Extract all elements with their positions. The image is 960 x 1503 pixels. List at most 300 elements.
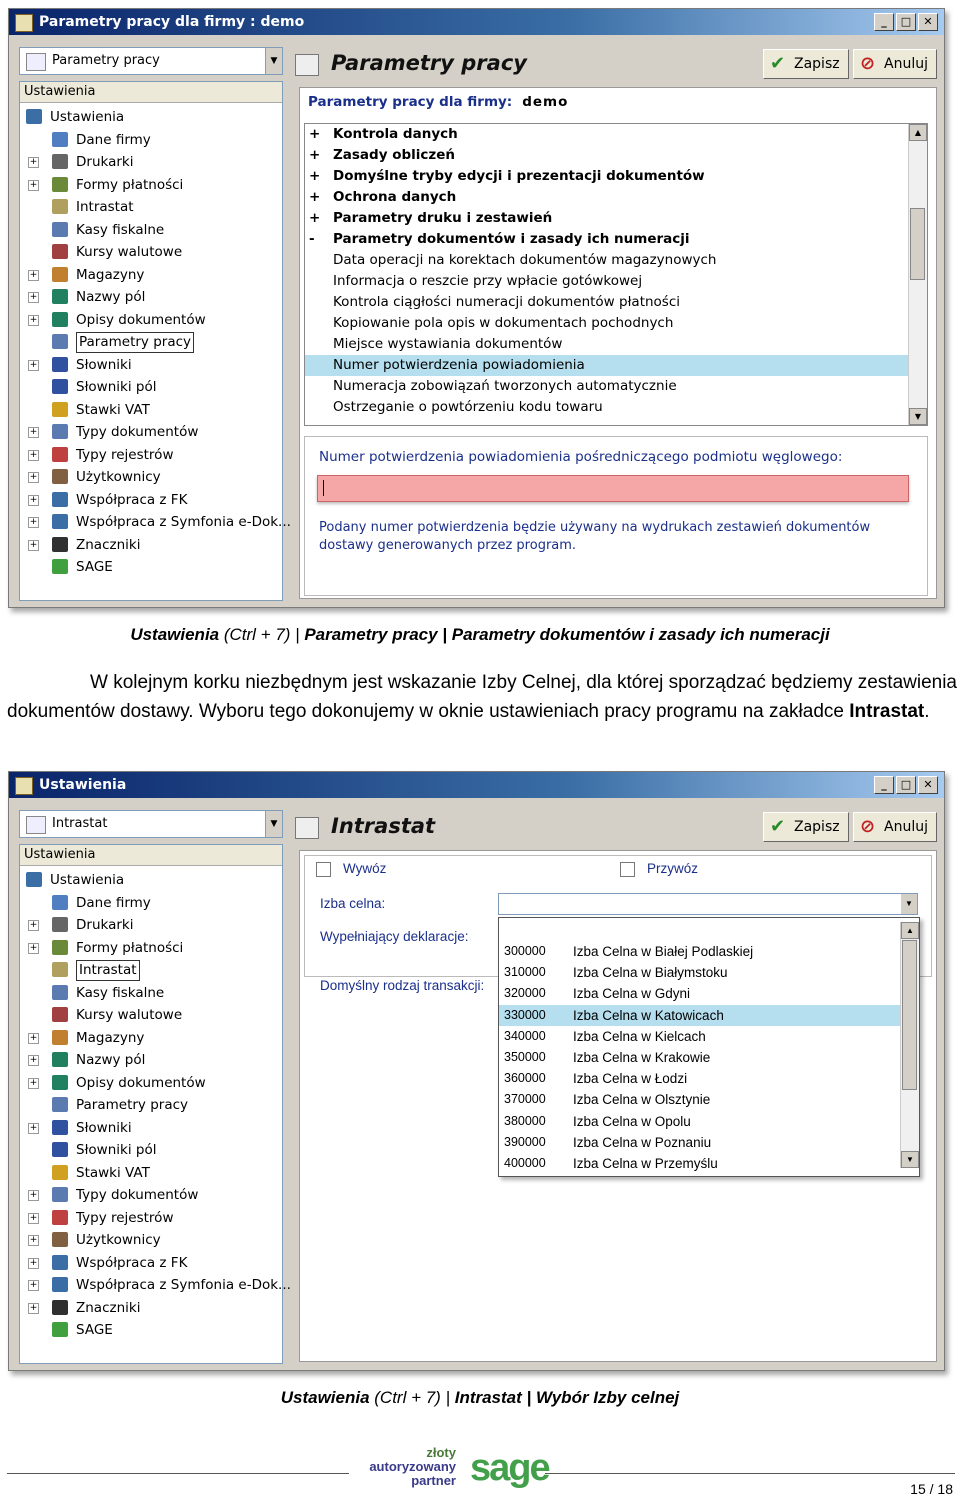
param-expander[interactable]: + xyxy=(309,147,321,163)
tree-item-icon xyxy=(52,1165,68,1180)
logo-line-2: autoryzowany xyxy=(369,1459,456,1474)
param-row[interactable] xyxy=(305,187,927,208)
tree-item-label: Słowniki pól xyxy=(76,1142,157,1158)
caption-2-part-c: Intrastat | Wybór Izby celnej xyxy=(454,1388,680,1407)
intrastat-icon xyxy=(295,817,319,839)
izba-option[interactable] xyxy=(499,1068,919,1089)
tree-item[interactable] xyxy=(20,1117,282,1140)
izba-option[interactable] xyxy=(499,1089,919,1110)
izba-option-name: Izba Celna w Olsztynie xyxy=(573,1092,711,1108)
izba-option-code: 380000 xyxy=(504,1113,546,1128)
izba-option-code: 350000 xyxy=(504,1049,546,1064)
tree-item-icon xyxy=(52,357,68,372)
settings-tree xyxy=(19,81,291,601)
caption-2 xyxy=(0,1388,960,1408)
tree-item[interactable] xyxy=(20,1252,282,1275)
tree-item-icon xyxy=(52,1120,68,1135)
tree-item[interactable] xyxy=(20,1004,282,1027)
izba-option-name: Izba Celna w Kielcach xyxy=(573,1028,706,1044)
tree-item[interactable] xyxy=(20,1229,282,1252)
tree-item-label: Typy rejestrów xyxy=(76,1209,174,1226)
izba-option-name: Izba Celna w Łodzi xyxy=(573,1071,688,1087)
firm-label-text: Parametry pracy dla firmy: xyxy=(308,94,513,110)
tree-item-icon xyxy=(52,289,68,304)
panel-title: Parametry pracy xyxy=(331,51,527,75)
settings-tree xyxy=(19,844,291,1364)
tree-item-label: Kasy fiskalne xyxy=(76,221,165,238)
tree-item-icon xyxy=(52,1075,68,1090)
expand-icon[interactable]: + xyxy=(29,359,38,370)
paragraph-text: W kolejnym korku niezbędnym jest wskazanie Izby Celnej, dla której sporządzać będziemy zestawienia dokumentów dostawy. Wyboru tego dokonujemy w oknie ustawieniach pracy programu na zakładce xyxy=(7,672,957,722)
param-detail xyxy=(304,436,928,596)
param-expander[interactable]: + xyxy=(309,210,321,226)
tree-item-label: Ustawienia xyxy=(50,109,125,125)
scroll-thumb[interactable] xyxy=(910,208,925,280)
detail-help-text: Podany numer potwierdzenia będzie używany na wydrukach zestawień dokumentów dostawy generowanych przez program. xyxy=(319,520,871,553)
expand-icon[interactable]: + xyxy=(29,1055,38,1065)
izba-option-name: Izba Celna w Białymstoku xyxy=(573,965,728,981)
firm-name: demo xyxy=(522,94,569,110)
expand-icon[interactable]: + xyxy=(29,539,38,550)
param-row[interactable] xyxy=(305,145,927,166)
param-expander[interactable]: + xyxy=(309,189,321,205)
tree-item[interactable] xyxy=(20,286,282,309)
logo-line-3: partner xyxy=(411,1473,456,1488)
caption-2-part-b: (Ctrl + 7) | xyxy=(369,1388,455,1407)
expand-icon[interactable]: + xyxy=(29,1212,38,1223)
tree-item-icon xyxy=(52,1232,68,1247)
tree-header: Ustawienia xyxy=(20,82,282,103)
param-label: Kontrola danych xyxy=(333,126,458,142)
tree-item-label: Parametry pracy xyxy=(76,1097,189,1113)
param-label: Numer potwierdzenia powiadomienia xyxy=(333,357,585,373)
tree-item[interactable] xyxy=(20,1139,282,1162)
cancel-icon: ⊘ xyxy=(860,816,876,837)
tree-item-icon xyxy=(52,962,68,977)
tree-item[interactable] xyxy=(20,1184,282,1207)
save-label: Zapisz xyxy=(794,56,840,72)
expand-icon[interactable]: + xyxy=(29,1122,38,1133)
tree-item[interactable] xyxy=(20,1049,282,1072)
minimize-button[interactable]: _ xyxy=(874,13,894,31)
tree-item[interactable] xyxy=(20,466,282,489)
cancel-button[interactable] xyxy=(853,49,937,79)
izba-select[interactable] xyxy=(498,893,918,915)
izba-option-code: 300000 xyxy=(504,944,546,958)
expand-icon[interactable]: + xyxy=(29,517,38,527)
scroll-thumb[interactable] xyxy=(902,940,917,1090)
param-row[interactable] xyxy=(305,292,927,313)
param-expander[interactable]: + xyxy=(309,168,321,184)
tree-item[interactable] xyxy=(20,399,282,422)
tree-item-label: Współpraca z Symfonia e-Dok... xyxy=(76,514,291,530)
tree-item-icon xyxy=(52,917,68,932)
tree-item-label: Dane firmy xyxy=(76,131,151,148)
tree-item[interactable] xyxy=(20,914,282,937)
cancel-label: Anuluj xyxy=(884,819,928,835)
izba-label: Izba celna: xyxy=(320,896,386,911)
param-label: Miejsce wystawiania dokumentów xyxy=(333,336,563,352)
param-expander[interactable]: - xyxy=(309,231,315,247)
tree-item-icon xyxy=(52,154,68,169)
tree-item-label: Nazwy pól xyxy=(76,289,146,305)
expand-icon[interactable]: + xyxy=(29,472,38,482)
param-label: Ostrzeganie o powtórzeniu kodu towaru xyxy=(333,399,603,415)
section-combo[interactable] xyxy=(19,47,283,75)
detail-label: Numer potwierdzenia powiadomienia pośredniczącego podmiotu węglowego: xyxy=(319,449,843,465)
tree-item-icon xyxy=(52,424,68,439)
izba-option-name: Izba Celna w Opolu xyxy=(573,1113,691,1129)
export-checkbox[interactable] xyxy=(316,862,331,877)
tree-item[interactable] xyxy=(20,937,282,960)
expand-icon[interactable]: + xyxy=(29,494,38,505)
izba-option-code: 360000 xyxy=(504,1071,546,1086)
scroll-up-icon[interactable]: ▲ xyxy=(909,124,927,141)
tree-item-icon xyxy=(52,222,68,237)
tree-item-label: Dane firmy xyxy=(76,894,151,911)
tree-item-label: Znaczniki xyxy=(76,536,141,553)
checkmark-icon: ✔ xyxy=(770,53,786,74)
cancel-label: Anuluj xyxy=(884,56,928,72)
params-content xyxy=(299,87,937,599)
cancel-icon: ⊘ xyxy=(860,53,876,74)
intrastat-icon xyxy=(26,816,46,834)
tree-item-label: Kursy walutowe xyxy=(76,1007,183,1023)
tree-item-icon xyxy=(26,109,42,124)
tree-item-icon xyxy=(52,379,68,394)
tree-item-label: Opisy dokumentów xyxy=(76,1074,206,1091)
window-titlebar[interactable] xyxy=(9,772,944,798)
tree-item-label: Typy dokumentów xyxy=(76,424,199,440)
param-label: Informacja o reszcie przy wpłacie gotówkowej xyxy=(333,273,643,289)
tree-item-label: Typy rejestrów xyxy=(76,446,174,463)
expand-icon[interactable]: + xyxy=(29,314,38,325)
close-button[interactable]: ✕ xyxy=(918,776,938,794)
tree-item-icon xyxy=(52,267,68,282)
izba-option-code: 370000 xyxy=(504,1092,546,1107)
app-icon xyxy=(15,14,33,32)
scroll-up-icon[interactable]: ▲ xyxy=(901,922,919,939)
izba-option[interactable] xyxy=(499,941,919,962)
izba-option-name: Izba Celna w Katowicach xyxy=(573,1007,724,1023)
tree-item-label: Typy dokumentów xyxy=(76,1187,199,1203)
params-icon xyxy=(26,53,46,71)
footer-rule-right xyxy=(545,1473,955,1474)
save-button[interactable] xyxy=(763,49,849,79)
window-title: Parametry pracy dla firmy : demo xyxy=(39,14,305,30)
izba-option-code: 330000 xyxy=(504,1007,546,1022)
tree-item-icon xyxy=(52,244,68,259)
tree-item-label: Współpraca z FK xyxy=(76,491,188,508)
checkmark-icon: ✔ xyxy=(770,816,786,837)
izba-option-name: Izba Celna w Przemyślu xyxy=(573,1155,718,1171)
tree-item[interactable] xyxy=(20,129,282,152)
param-label: Ochrona danych xyxy=(333,189,457,205)
section-combo-value: Intrastat xyxy=(52,816,108,831)
tree-item-icon xyxy=(52,334,68,349)
page-number: 15 / 18 xyxy=(910,1481,953,1497)
tree-item[interactable] xyxy=(20,534,282,557)
izba-option-code: 340000 xyxy=(504,1028,546,1043)
tree-item[interactable] xyxy=(20,1207,282,1230)
sage-logo: sage xyxy=(470,1447,549,1489)
firm-label xyxy=(308,94,568,110)
izba-option-code: 310000 xyxy=(504,965,546,980)
notification-number-input[interactable] xyxy=(317,475,909,502)
cancel-button[interactable] xyxy=(853,812,937,842)
tree-item-icon xyxy=(52,985,68,1000)
minimize-button[interactable]: _ xyxy=(874,776,894,794)
tree-item[interactable] xyxy=(20,869,282,892)
expand-icon[interactable]: + xyxy=(29,269,38,280)
tree-item[interactable] xyxy=(20,982,282,1005)
panel-header xyxy=(291,47,937,83)
tree-item-icon xyxy=(52,199,68,214)
izba-option-name: Izba Celna w Białej Podlaskiej xyxy=(573,944,754,959)
close-button[interactable]: ✕ xyxy=(918,13,938,31)
param-label: Domyślne tryby edycji i prezentacji dokumentów xyxy=(333,168,705,184)
param-row[interactable] xyxy=(305,208,927,229)
tree-item-label: Słowniki xyxy=(76,356,132,373)
params-icon xyxy=(295,54,319,76)
expand-icon[interactable]: + xyxy=(29,157,38,167)
tree-item-label: Intrastat xyxy=(76,960,140,981)
tree-item[interactable] xyxy=(20,376,282,399)
tree-item[interactable] xyxy=(20,331,282,354)
izba-option-code: 390000 xyxy=(504,1134,546,1149)
tree-item-label: Użytkownicy xyxy=(76,469,161,485)
tree-item[interactable] xyxy=(20,489,282,512)
tree-header: Ustawienia xyxy=(20,845,282,866)
tree-item-icon xyxy=(52,447,68,462)
logo-line-1: złoty xyxy=(426,1445,456,1460)
param-row[interactable] xyxy=(305,313,927,334)
tree-item[interactable] xyxy=(20,1319,282,1342)
chevron-down-icon[interactable]: ▼ xyxy=(901,894,917,914)
partner-logo-text xyxy=(352,1446,456,1488)
panel-header xyxy=(291,810,937,846)
tree-item-label: Kasy fiskalne xyxy=(76,984,165,1001)
tree-item-icon xyxy=(52,1255,68,1270)
section-combo[interactable] xyxy=(19,810,283,838)
param-label: Data operacji na korektach dokumentów magazynowych xyxy=(333,252,717,268)
izba-option[interactable] xyxy=(499,1005,919,1026)
tree-item-icon xyxy=(52,1030,68,1045)
tree-item[interactable] xyxy=(20,196,282,219)
tree-item-icon xyxy=(52,469,68,484)
tree-item-icon xyxy=(52,1187,68,1202)
body-paragraph xyxy=(7,669,957,726)
tree-item[interactable] xyxy=(20,106,282,129)
tree-item-label: Współpraca z FK xyxy=(76,1254,188,1271)
expand-icon[interactable]: + xyxy=(29,1032,38,1043)
izba-option[interactable] xyxy=(499,1111,919,1132)
param-label: Zasady obliczeń xyxy=(333,147,456,163)
vertical-scrollbar[interactable] xyxy=(908,124,927,425)
expand-icon[interactable]: + xyxy=(29,449,38,460)
expand-icon[interactable]: + xyxy=(29,427,38,437)
tree-item[interactable] xyxy=(20,1274,291,1297)
scroll-down-icon[interactable]: ▼ xyxy=(901,1151,919,1168)
izba-option[interactable] xyxy=(499,1026,919,1047)
tree-item-label: Intrastat xyxy=(76,199,134,215)
tree-item-icon xyxy=(52,1007,68,1022)
tree-item-label: Kursy walutowe xyxy=(76,244,183,260)
transaction-label: Domyślny rodzaj transakcji: xyxy=(320,978,485,993)
tree-item-label: Słowniki xyxy=(76,1119,132,1136)
param-expander[interactable]: + xyxy=(309,126,321,142)
tree-item[interactable] xyxy=(20,174,282,197)
scroll-down-icon[interactable]: ▼ xyxy=(909,408,927,425)
import-checkbox[interactable] xyxy=(620,862,635,877)
izba-option[interactable] xyxy=(499,983,919,1004)
tree-item-label: Opisy dokumentów xyxy=(76,311,206,328)
tree-item[interactable] xyxy=(20,959,282,982)
tree-item[interactable] xyxy=(20,1162,282,1185)
paragraph-bold: Intrastat xyxy=(849,700,925,722)
tree-item-icon xyxy=(52,1142,68,1157)
param-row[interactable] xyxy=(305,250,927,271)
expand-icon[interactable]: + xyxy=(29,1235,38,1245)
param-row[interactable] xyxy=(305,166,927,187)
izba-option[interactable] xyxy=(499,1132,919,1153)
izba-dropdown-list xyxy=(498,917,920,1177)
tree-item[interactable] xyxy=(20,444,282,467)
tree-item[interactable] xyxy=(20,1027,282,1050)
tree-item-icon xyxy=(26,872,42,887)
param-label: Kopiowanie pola opis w dokumentach pochodnych xyxy=(333,315,674,331)
tree-item-label: Magazyny xyxy=(76,266,145,283)
tree-item[interactable] xyxy=(20,556,282,579)
expand-icon[interactable]: + xyxy=(29,179,38,190)
tree-item-icon xyxy=(52,492,68,507)
param-row[interactable] xyxy=(305,271,927,292)
tree-item-label: Drukarki xyxy=(76,917,134,933)
tree-item[interactable] xyxy=(20,354,282,377)
tree-item-icon xyxy=(52,402,68,417)
caption-1 xyxy=(0,625,960,645)
chevron-down-icon[interactable]: ▼ xyxy=(265,48,282,74)
window-titlebar[interactable] xyxy=(9,9,944,35)
tree-item-label: Stawki VAT xyxy=(76,1164,150,1181)
paragraph-end: . xyxy=(924,700,930,722)
tree-item-label: Parametry pracy xyxy=(76,332,194,353)
tree-item-label: Współpraca z Symfonia e-Dok... xyxy=(76,1277,291,1293)
maximize-button[interactable]: □ xyxy=(896,776,916,794)
expand-icon[interactable]: + xyxy=(29,920,38,930)
tree-item[interactable] xyxy=(20,892,282,915)
tree-item-label: Magazyny xyxy=(76,1029,145,1046)
expand-icon[interactable]: + xyxy=(29,1077,38,1088)
save-button[interactable] xyxy=(763,812,849,842)
tree-item-label: Drukarki xyxy=(76,154,134,170)
caption-1-part-a: Ustawienia xyxy=(130,625,220,644)
izba-option-code: 320000 xyxy=(504,986,546,1001)
tree-item[interactable] xyxy=(20,264,282,287)
tree-item-label: Nazwy pól xyxy=(76,1052,146,1068)
section-combo-value: Parametry pracy xyxy=(52,53,160,68)
caption-2-part-a: Ustawienia xyxy=(280,1388,370,1407)
declarant-label: Wypełniający deklaracje: xyxy=(320,929,469,944)
tree-item[interactable] xyxy=(20,219,282,242)
text-caret xyxy=(323,480,324,496)
tree-item-label: Formy płatności xyxy=(76,939,184,956)
params-tree-list xyxy=(304,123,928,426)
tree-item-icon xyxy=(52,514,68,529)
tree-item-icon xyxy=(52,537,68,552)
caption-1-part-b: (Ctrl + 7) | xyxy=(219,625,305,644)
expand-icon[interactable]: + xyxy=(29,1257,38,1268)
param-label: Numeracja zobowiązań tworzonych automatycznie xyxy=(333,378,677,394)
app-icon xyxy=(15,777,33,795)
expand-icon[interactable]: + xyxy=(29,1302,38,1313)
param-row[interactable] xyxy=(305,334,927,355)
tree-item-icon xyxy=(52,132,68,147)
tree-item-icon xyxy=(52,895,68,910)
tree-item-label: SAGE xyxy=(76,559,113,575)
izba-option-name: Izba Celna w Krakowie xyxy=(573,1049,711,1065)
chevron-down-icon[interactable]: ▼ xyxy=(265,811,282,837)
tree-item[interactable] xyxy=(20,1072,282,1095)
tree-item-icon xyxy=(52,177,68,192)
tree-item[interactable] xyxy=(20,511,291,534)
tree-item[interactable] xyxy=(20,1094,282,1117)
param-label: Kontrola ciągłości numeracji dokumentów płatności xyxy=(333,294,681,310)
tree-item-label: Formy płatności xyxy=(76,176,184,193)
expand-icon[interactable]: + xyxy=(29,942,38,953)
expand-icon[interactable]: + xyxy=(29,1190,38,1200)
param-row[interactable] xyxy=(305,124,927,145)
tree-item-label: Stawki VAT xyxy=(76,401,150,418)
tree-item-label: Słowniki pól xyxy=(76,379,157,395)
izba-option-code: 400000 xyxy=(504,1155,546,1170)
param-row[interactable] xyxy=(305,229,927,250)
tree-item[interactable] xyxy=(20,309,282,332)
tree-item-icon xyxy=(52,940,68,955)
caption-1-part-c: Parametry pracy | Parametry dokumentów i zasady ich numeracji xyxy=(304,625,830,644)
tree-item-label: Użytkownicy xyxy=(76,1232,161,1248)
tree-item[interactable] xyxy=(20,421,282,444)
tree-item-label: Znaczniki xyxy=(76,1299,141,1316)
param-row[interactable] xyxy=(305,355,927,376)
tree-item[interactable] xyxy=(20,151,282,174)
import-label: Przywóz xyxy=(647,861,699,876)
param-row[interactable] xyxy=(305,397,927,418)
export-label: Wywóz xyxy=(343,861,387,876)
izba-option-name: Izba Celna w Poznaniu xyxy=(573,1134,712,1150)
save-label: Zapisz xyxy=(794,819,840,835)
param-label: Parametry druku i zestawień xyxy=(333,210,553,226)
maximize-button[interactable]: □ xyxy=(896,13,916,31)
param-row[interactable] xyxy=(305,376,927,397)
vertical-scrollbar[interactable] xyxy=(900,922,919,1168)
tree-item[interactable] xyxy=(20,241,282,264)
window-title: Ustawienia xyxy=(39,777,127,793)
footer-rule-left xyxy=(7,1473,349,1474)
tree-item-icon xyxy=(52,1052,68,1067)
tree-item-icon xyxy=(52,1097,68,1112)
tree-item-icon xyxy=(52,1300,68,1315)
tree-item-label: SAGE xyxy=(76,1322,113,1338)
tree-item-icon xyxy=(52,1277,68,1292)
izba-option[interactable] xyxy=(499,1153,919,1174)
izba-option[interactable] xyxy=(499,962,919,983)
izba-option[interactable] xyxy=(499,1047,919,1068)
tree-item[interactable] xyxy=(20,1297,282,1320)
expand-icon[interactable]: + xyxy=(29,292,38,302)
expand-icon[interactable]: + xyxy=(29,1280,38,1290)
tree-item-icon xyxy=(52,559,68,574)
